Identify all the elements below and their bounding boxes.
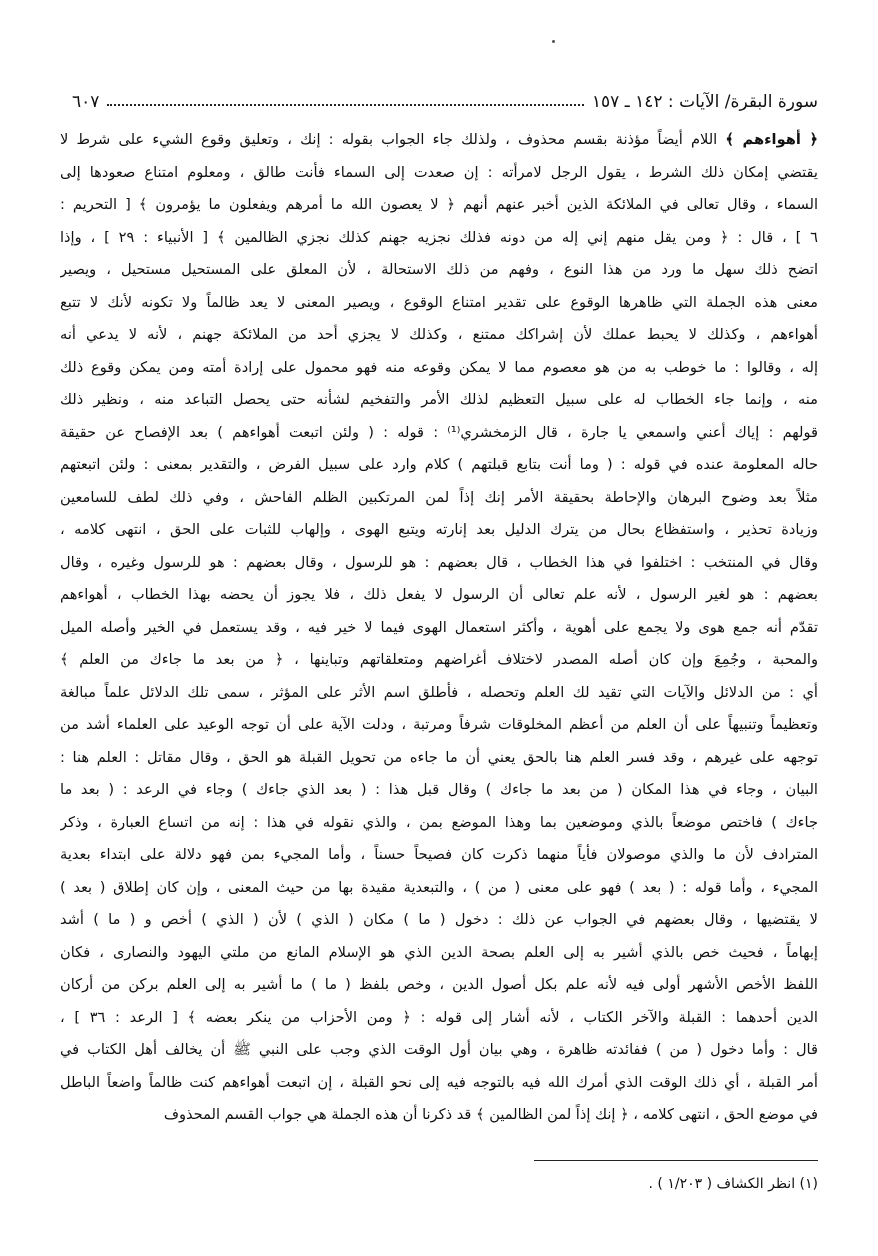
text-line <box>60 937 818 970</box>
footnote: (١) انظر الكشاف ( ١/٢٠٣ ) . <box>648 1176 818 1192</box>
text-line <box>60 1067 818 1100</box>
line-text: أهواءهم ، وكذلك لا يحبط عملك لأن إشراكك ممتنع ، وكذلك لا يجزي أحد من الملائكة جهنم ، لأنه لا يدعي أنه <box>60 326 818 343</box>
line-text: ٦ ] ، قال : ﴿ ومن يقل منهم إني إله من دونه فذلك نجزيه جهنم كذلك نجزي الظالمين ﴾ [ الأنبياء : ٢٩ ] ، وإذا <box>60 228 818 246</box>
line-text: السماء ، وقال تعالى في الملائكة الذين أخبر عنهم أنهم ﴿ لا يعصون الله ما أمرهم ويفعلون ما يؤمرون ﴾ [ التحريم : <box>60 196 818 213</box>
text-line <box>60 1034 818 1067</box>
line-text: يقتضي إمكان ذلك الشرط ، يقول الرجل لامرأته : إن صعدت إلى السماء فأنت طالق ، ومعلوم امتناع صعودها إلى <box>60 163 818 181</box>
text-line <box>60 742 818 775</box>
line-text: البيان ، وجاء في هذا المكان ( من بعد ما جاءك ) وقال قبل هذا : ( بعد الذي جاءك ) وجاء في الرعد : ( بعد ما <box>60 781 818 798</box>
text-line <box>60 287 818 320</box>
quran-citation: ﴿ أهواءهم ﴾ <box>725 131 818 148</box>
line-text: لا يقتضيها ، وقال بعضهم في الجواب عن ذلك : دخول ( ما ) مكان ( الذي ) لأن ( الذي ) أخص و ( ما ) أشد <box>60 911 818 928</box>
text-line <box>60 124 818 157</box>
line-text: معنى هذه الجملة التي ظاهرها الوقوع على تقدير امتناع الوقوع ، ويصير المعنى لا يعد ظالماً ولا تكونه لأنك لا تتبع <box>60 293 818 311</box>
line-text: قال : وأما دخول ( من ) ففائدته ظاهرة ، وهي بيان أول الوقت الذي وجب على النبي ﷺ أن يخالف أهل الكتاب في <box>60 1041 818 1058</box>
text-line <box>60 677 818 710</box>
text-line <box>60 969 818 1002</box>
text-line <box>60 449 818 482</box>
text-line <box>60 547 818 580</box>
text-line <box>60 417 818 450</box>
footnote-separator <box>534 1160 818 1161</box>
line-text: اللام أيضاً مؤذنة بقسم محذوف ، ولذلك جاء الجواب بقوله : إنك ، وتعليق وقوع الشيء على شرط لا <box>60 131 726 148</box>
line-text: مثلاً بعد وضوح البرهان والإحاطة بحقيقة الأمر إنك إذاً لمن المرتكبين الظلم الفاحش ، وفي ذلك لطف للسامعين <box>60 488 818 506</box>
text-line <box>60 579 818 612</box>
text-line <box>60 904 818 937</box>
dotted-leader <box>107 104 584 106</box>
line-text: والمحبة ، وجُمِعَ وإن كان أصله المصدر لاختلاف أغراضهم ومتعلقاتهم وتباينها ، ﴿ من بعد ما جاءك من العلم ﴾ <box>60 651 818 668</box>
surah-title: سورة البقرة/ الآيات : ١٤٢ ـ ١٥٧ <box>591 92 818 112</box>
text-line <box>60 839 818 872</box>
line-text: أمر القبلة ، أي ذلك الوقت الذي أمرك الله فيه بالتوجه فيه إلى نحو القبلة ، إن اتبعت أهواءهم كنت ظالماً واضعاً الباطل <box>60 1073 818 1091</box>
line-text: وزيادة تحذير ، واستفظاع بحال من يترك الدليل بعد إنارته ويتبع الهوى ، وإلهاب للثبات على الحق ، انتهى كلامه ، <box>60 521 818 538</box>
line-text: وتعظيماً وتنبيهاً على أن العلم من أعظم المخلوقات شرفاً ومرتبة ، ودلت الآية على أن توجه الوعيد على العلماء أشد من <box>60 716 818 733</box>
line-text: تقدّم أنه جمع هوى ولا يجمع على أهوية ، وأكثر استعمال الهوى فيما لا خير فيه ، وقد يستعمل في الخير وأصله الميل <box>60 618 818 636</box>
text-line <box>60 319 818 352</box>
text-line <box>60 189 818 222</box>
line-text: منه ، وإنما جاء الخطاب له على سبيل التعظيم لذلك الأمر والتفخيم لشأنه حتى يحصل التباعد منه ، ونظير ذلك <box>60 391 818 408</box>
line-text: المترادف لأن ما والذي موصولان فأياً منهما ذكرت كان فصيحاً حسناً ، وأما المجيء بمن فهو دلالة على ابتداء بعدية <box>60 846 818 863</box>
line-text: اتضح ذلك سهل ما ورد من هذا النوع ، وفهم من ذلك الاستحالة ، لأن المعلق على المستحيل مستحيل ، ويصير <box>60 261 818 278</box>
text-line <box>60 807 818 840</box>
text-line <box>60 254 818 287</box>
line-text: وقال في المنتخب : اختلفوا في هذا الخطاب ، قال بعضهم : هو للرسول ، وقال بعضهم : هو للرسول وغيره ، وقال <box>60 553 818 571</box>
line-text: إله ، وقالوا : ما خوطب به من هو معصوم مما لا يمكن وقوعه منه فهو محمول على إرادة أمته ومن يمكن وقوع ذلك <box>60 358 818 376</box>
text-line <box>60 157 818 190</box>
text-line <box>60 1099 818 1132</box>
line-text: اللفظ الأخص الأشهر أولى فيه لأنه علم بكل أصول الدين ، وخص بلفظ ( ما ) ما أشير به إلى العلم بركن من أركان <box>60 976 818 993</box>
page-number: ٦٠٧ <box>72 92 100 112</box>
text-line <box>60 774 818 807</box>
text-line <box>60 709 818 742</box>
scan-speck <box>552 40 555 43</box>
line-text: في موضع الحق ، انتهى كلامه ، ﴿ إنك إذاً لمن الظالمين ﴾ قد ذكرنا أن هذه الجملة هي جواب القسم المحذوف <box>163 1106 818 1123</box>
text-line <box>60 872 818 905</box>
line-text: إبهاماً ، فحيث خص بالذي أشير به إلى العلم بصحة الدين الذي هو الإسلام المانع من ملتي اليهود والنصارى ، فكان <box>60 943 818 961</box>
line-text: جاءك ) فاختص موضعاً بالذي وموضعين بما وهذا الموضع بمن ، والذي نقوله في هذا : إنه من اتساع العبارة ، وذكر <box>60 813 818 831</box>
line-text: المجيء ، وأما قوله : ( بعد ) فهو على معنى ( من ) ، والتبعدية مقيدة بها من حيث المعنى ، وإن كان إطلاق ( بعد ) <box>60 878 818 896</box>
line-text: توجهه على غيرهم ، وقد فسر العلم هنا بالحق يعني أن ما جاءه من تحويل القبلة هو الحق ، وقال مقاتل : العلم هنا : <box>60 748 818 766</box>
text-line <box>60 384 818 417</box>
text-line <box>60 644 818 677</box>
text-line <box>60 352 818 385</box>
line-text: أي : من الدلائل والآيات التي تقيد لك العلم وتحصله ، فأطلق اسم الأثر على المؤثر ، سمى تلك الدلائل علماً مبالغة <box>60 683 818 701</box>
text-line <box>60 482 818 515</box>
text-line <box>60 1002 818 1035</box>
text-line <box>60 514 818 547</box>
line-text: الدين أحدهما : القبلة والآخر الكتاب ، لأنه أشار إلى قوله : ﴿ ومن الأحزاب من ينكر بعضه ﴾ [ الرعد : ٣٦ ] ، <box>60 1008 818 1026</box>
line-text: قولهم : إياك أعني واسمعي يا جارة ، قال الزمخشري⁽¹⁾ : قوله : ( ولئن اتبعت أهواءهم ) بعد الإفصاح عن حقيقة <box>60 423 818 441</box>
tafsir-body <box>60 124 818 1132</box>
text-line <box>60 222 818 255</box>
line-text: حاله المعلومة عنده في قوله : ( وما أنت بتابع قبلتهم ) كلام وارد على سبيل الفرض ، والتقدير بمعنى : ولئن اتبعتهم <box>60 456 818 473</box>
text-line <box>60 612 818 645</box>
line-text: بعضهم : هو لغير الرسول ، لأنه علم تعالى أن الرسول لا يفعل ذلك ، فلا يجوز أن يحضه بهذا الخطاب ، أهواءهم <box>60 586 818 603</box>
running-header <box>72 84 818 112</box>
